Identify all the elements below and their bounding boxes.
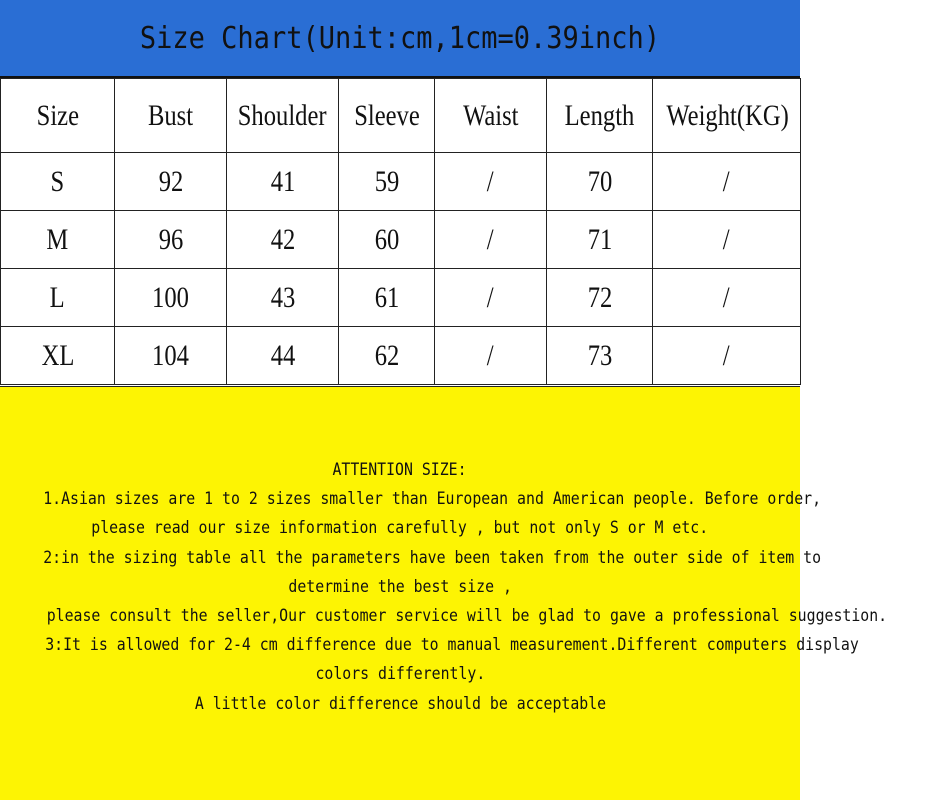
notes-line: please read our size information carefully , but not only S or M etc. [91, 518, 709, 538]
cell-shoulder: 44 [227, 327, 339, 385]
attention-notes [0, 386, 888, 800]
notes-line: A little color difference should be acceptable [194, 693, 606, 713]
cell-weight: / [653, 269, 801, 327]
cell-sleeve: 62 [339, 327, 435, 385]
cell-waist: / [435, 211, 547, 269]
header-size: Size [1, 79, 115, 153]
cell-sleeve: 59 [339, 153, 435, 211]
cell-length: 70 [547, 153, 653, 211]
table-row [1, 153, 801, 211]
cell-waist: / [435, 269, 547, 327]
notes-line: 2:in the sizing table all the parameters have been taken from the outer side of item to [43, 547, 822, 567]
cell-sleeve: 61 [339, 269, 435, 327]
cell-size: S [1, 153, 115, 211]
title-bar [0, 0, 800, 78]
cell-size: L [1, 269, 115, 327]
cell-weight: / [653, 327, 801, 385]
notes-line: 3:It is allowed for 2-4 cm difference due to manual measurement.Different computers display [45, 635, 859, 655]
header-length: Length [547, 79, 653, 153]
cell-weight: / [653, 153, 801, 211]
notes-heading: ATTENTION SIZE: [332, 460, 468, 479]
size-table [0, 78, 801, 385]
table-row [1, 211, 801, 269]
cell-waist: / [435, 153, 547, 211]
cell-sleeve: 60 [339, 211, 435, 269]
cell-length: 72 [547, 269, 653, 327]
cell-length: 71 [547, 211, 653, 269]
cell-shoulder: 43 [227, 269, 339, 327]
header-shoulder: Shoulder [227, 79, 339, 153]
notes-line: please consult the seller,Our customer service will be glad to gave a professional suggestion. [46, 606, 888, 626]
cell-bust: 92 [115, 153, 227, 211]
header-sleeve: Sleeve [339, 79, 435, 153]
table-row [1, 327, 801, 385]
header-waist: Waist [435, 79, 547, 153]
cell-bust: 104 [115, 327, 227, 385]
chart-title: Size Chart(Unit:cm,1cm=0.39inch) [139, 20, 661, 56]
cell-waist: / [435, 327, 547, 385]
cell-size: XL [1, 327, 115, 385]
notes-line: determine the best size , [288, 576, 512, 596]
notes-line: colors differently. [315, 664, 485, 684]
header-weight: Weight(KG) [653, 79, 801, 153]
header-row [1, 79, 801, 153]
cell-size: M [1, 211, 115, 269]
header-bust: Bust [115, 79, 227, 153]
cell-length: 73 [547, 327, 653, 385]
notes-line: 1.Asian sizes are 1 to 2 sizes smaller than European and American people. Before order, [43, 489, 822, 509]
cell-shoulder: 41 [227, 153, 339, 211]
table-row [1, 269, 801, 327]
cell-bust: 100 [115, 269, 227, 327]
cell-weight: / [653, 211, 801, 269]
cell-shoulder: 42 [227, 211, 339, 269]
cell-bust: 96 [115, 211, 227, 269]
